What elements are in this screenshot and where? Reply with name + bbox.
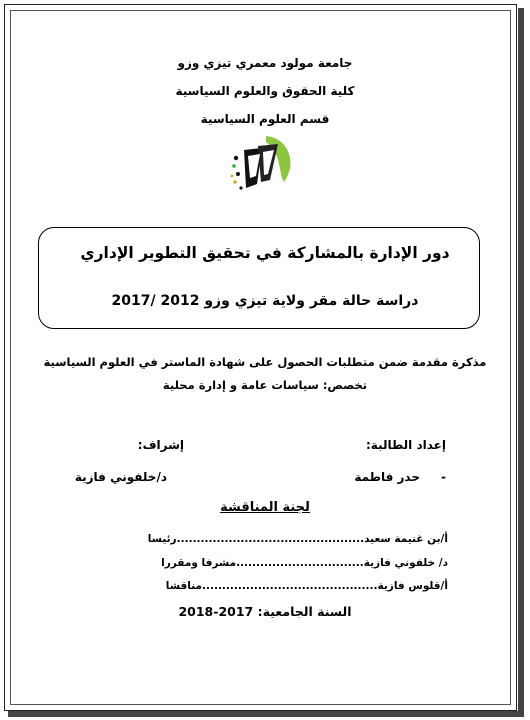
faculty-name: كلية الحقوق والعلوم السياسية xyxy=(175,84,355,98)
thesis-title: دور الإدارة بالمشاركة في تحقيق التطوير الإداري xyxy=(80,244,450,262)
committee-member-dots: ............................................... xyxy=(176,533,365,545)
student-name: حدر فاطمة xyxy=(354,470,420,484)
thesis-description: مذكرة مقدمة ضمن متطلبات الحصول على شهادة الماستر في العلوم السياسية xyxy=(43,355,487,369)
student-dash: - xyxy=(441,470,446,484)
title-box xyxy=(38,227,480,329)
prepared-by-label: إعداد الطالبة: xyxy=(366,438,446,452)
department-name: قسم العلوم السياسية xyxy=(200,112,330,126)
university-logo-icon xyxy=(226,132,296,194)
page-shadow-bottom xyxy=(8,711,524,717)
university-name: جامعة مولود معمري تيزي وزو xyxy=(177,56,353,70)
committee-member-name: د/ خلفوني فازية xyxy=(363,557,448,569)
committee-member-name: أ/بن غنيمة سعيد xyxy=(364,533,448,545)
supervision-label: إشراف: xyxy=(137,438,184,452)
committee-member-dots: ............................................ xyxy=(201,580,378,592)
committee-member-dots: ................................ xyxy=(236,557,364,569)
committee-member-name: أ/قلوس فازية xyxy=(377,580,448,592)
thesis-subtitle: دراسة حالة مقر ولاية تيزي وزو 2012 /2017 xyxy=(111,293,419,309)
committee-member-row xyxy=(78,557,448,569)
academic-year: السنة الجامعية: 2017-2018 xyxy=(178,604,352,619)
committee-member-role: مناقشا xyxy=(165,580,202,592)
supervisor-name: د/خلفوني فازية xyxy=(74,470,167,484)
committee-member-row xyxy=(78,580,448,592)
committee-member-role: مشرفا ومقررا xyxy=(161,557,237,569)
committee-member-role: رئيسا xyxy=(147,533,177,545)
committee-title: لجنة المناقشة xyxy=(220,500,310,515)
committee-member-row xyxy=(78,533,448,545)
thesis-specialty: تخصص: سياسات عامة و إدارة محلية xyxy=(162,378,368,392)
